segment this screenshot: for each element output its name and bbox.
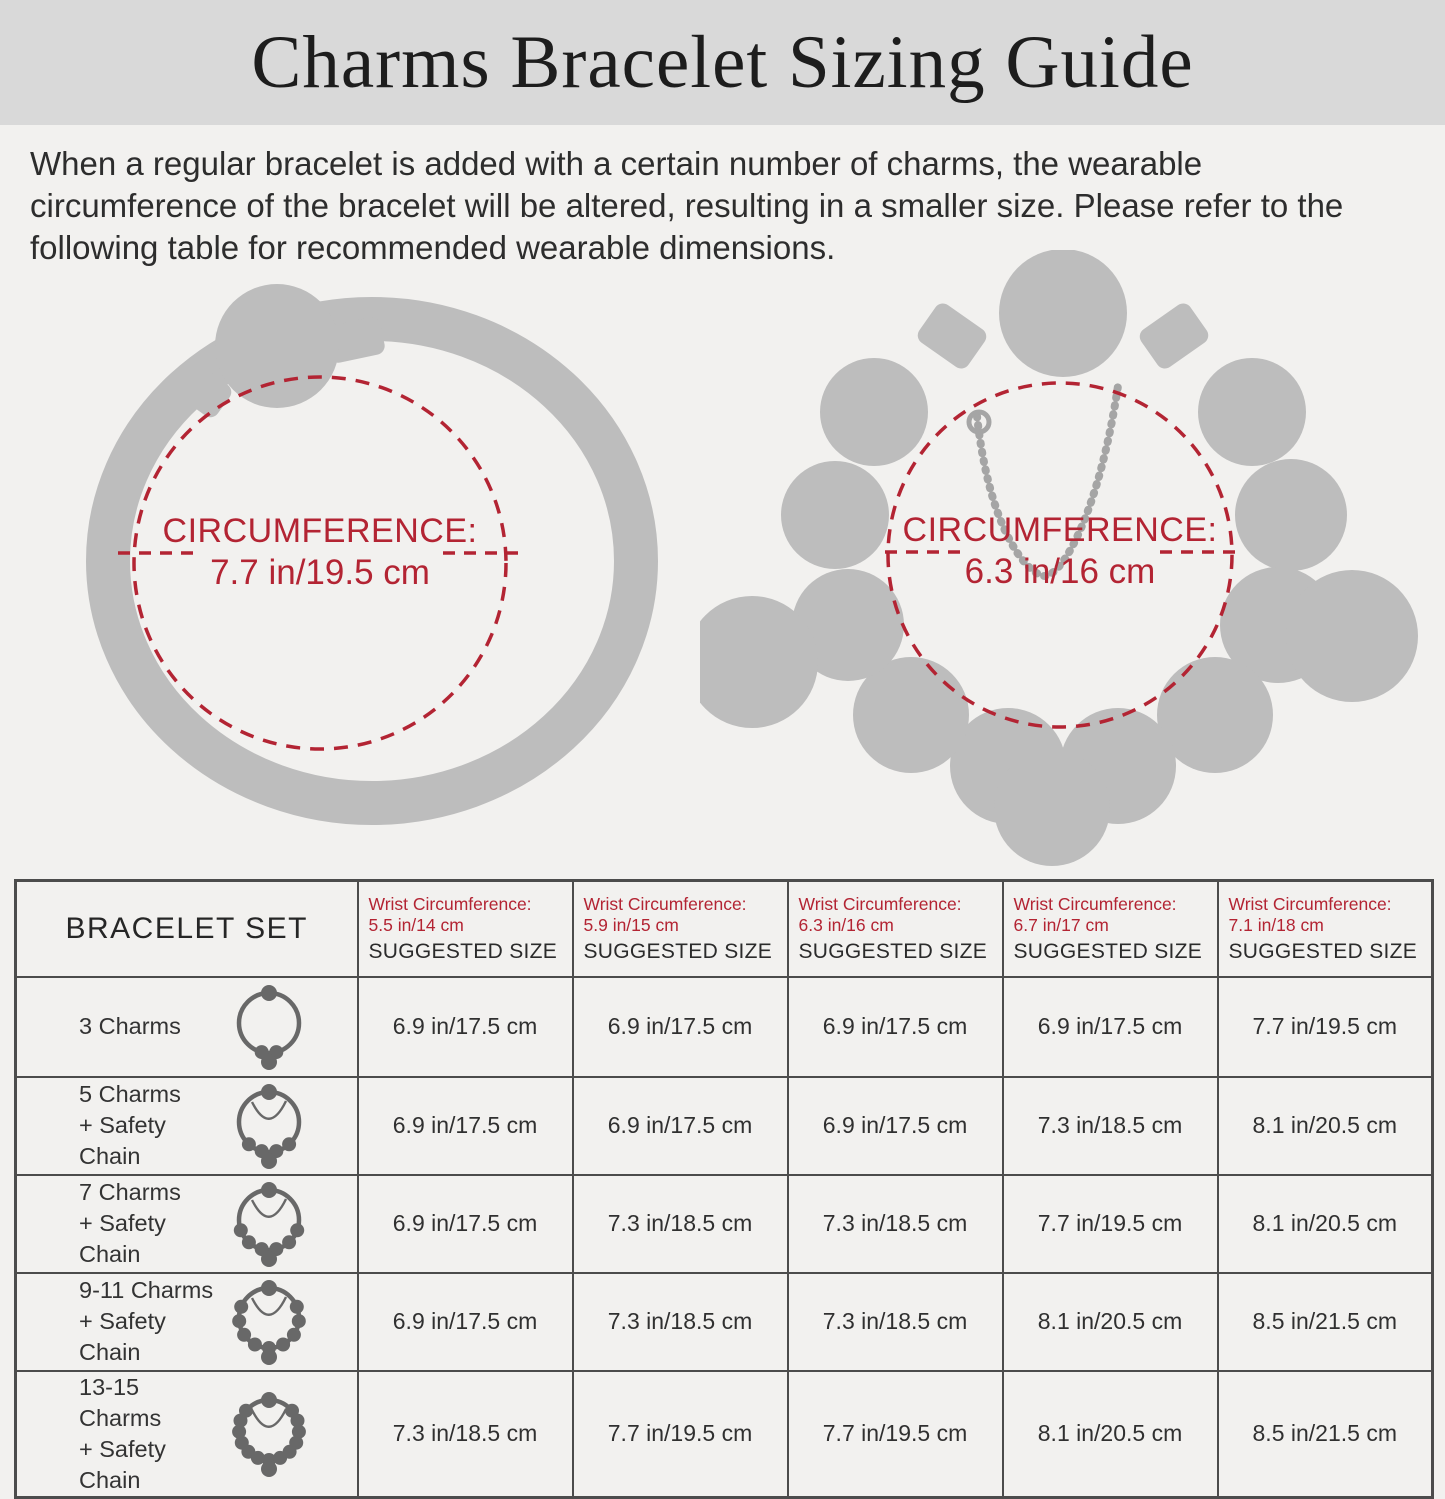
wrist-circumference-label: Wrist Circumference: [1228,893,1392,914]
sizing-table [14,879,1434,1499]
set-label: 13-15 Charms [79,1373,162,1431]
set-label: 3 Charms [79,1013,181,1039]
suggested-size-value: 6.9 in/17.5 cm [358,1273,573,1371]
clasp-bead-icon [215,284,339,408]
table-row [16,1077,1433,1175]
table-row [16,1273,1433,1371]
circumference-value: 6.3 in/16 cm [964,552,1156,591]
suggested-size-value: 7.3 in/18.5 cm [573,1175,788,1273]
table-header-row [16,881,1433,977]
suggested-size-value: 6.9 in/17.5 cm [573,977,788,1077]
suggested-size-value: 6.9 in/17.5 cm [788,1077,1003,1175]
suggested-size-value: 8.5 in/21.5 cm [1218,1273,1433,1371]
wrist-circumference-label: Wrist Circumference: [1013,893,1177,914]
suggested-size-value: 7.7 in/19.5 cm [1003,1175,1218,1273]
row-bracelet-icon [219,1176,319,1272]
intro-line-3: following table for recommended wearable dimensions. [30,229,836,266]
size-column-header [1218,881,1433,977]
suggested-size-value: 7.3 in/18.5 cm [1003,1077,1218,1175]
size-column-header [788,881,1003,977]
bracelet-set-cell [16,1273,358,1371]
bracelet-set-cell [16,1077,358,1175]
wrist-circumference-size: 5.5 in/14 cm [368,914,464,935]
table-row [16,1175,1433,1273]
size-column-header [573,881,788,977]
set-label-line2: + Safety Chain [79,1210,166,1267]
circumference-label: CIRCUMFERENCE: [902,511,1218,549]
suggested-size-value: 7.3 in/18.5 cm [788,1175,1003,1273]
title-banner [0,0,1445,125]
set-label: 9-11 Charms [79,1277,214,1303]
wrist-circumference-label: Wrist Circumference: [583,893,747,914]
suggested-size-value: 8.5 in/21.5 cm [1218,1371,1433,1498]
wrist-circumference-size: 6.3 in/16 cm [798,914,894,935]
row-bracelet-icon [219,1274,319,1370]
intro-line-1: When a regular bracelet is added with a certain number of charms, the wearable [30,145,1203,182]
clasp-bead-icon [999,250,1127,377]
row-bracelet-icon [219,1078,319,1174]
suggested-size-value: 6.9 in/17.5 cm [358,977,573,1077]
table-row [16,1371,1433,1498]
suggested-size-value: 8.1 in/20.5 cm [1218,1077,1433,1175]
suggested-size-value: 8.1 in/20.5 cm [1003,1371,1218,1498]
intro-line-2: circumference of the bracelet will be altered, resulting in a smaller size. Please refer to the [30,187,1344,224]
size-column-header [358,881,573,977]
wrist-circumference-size: 5.9 in/15 cm [583,914,679,935]
suggested-size-value: 8.1 in/20.5 cm [1218,1175,1433,1273]
suggested-size-value: 6.9 in/17.5 cm [358,1175,573,1273]
suggested-size-value: 6.9 in/17.5 cm [1003,977,1218,1077]
suggested-size-label: SUGGESTED SIZE [1013,939,1203,963]
suggested-size-value: 7.7 in/19.5 cm [788,1371,1003,1498]
suggested-size-value: 8.1 in/20.5 cm [1003,1273,1218,1371]
charm-bracelet-figure [700,250,1430,876]
suggested-size-label: SUGGESTED SIZE [368,939,558,963]
bracelet-set-header: BRACELET SET [16,881,358,977]
bracelet-set-cell [16,977,358,1077]
set-label-line2: + Safety Chain [79,1112,166,1169]
set-label-line2: + Safety Chain [79,1435,166,1493]
suggested-size-value: 7.3 in/18.5 cm [788,1273,1003,1371]
suggested-size-value: 7.7 in/19.5 cm [573,1371,788,1498]
suggested-size-label: SUGGESTED SIZE [798,939,988,963]
wrist-circumference-label: Wrist Circumference: [368,893,532,914]
suggested-size-value: 6.9 in/17.5 cm [788,977,1003,1077]
page-title: Charms Bracelet Sizing Guide [251,20,1194,104]
suggested-size-value: 7.3 in/18.5 cm [573,1273,788,1371]
suggested-size-label: SUGGESTED SIZE [1228,939,1418,963]
dangle-charm-right [1286,570,1418,702]
set-label: 5 Charms [79,1081,181,1107]
suggested-size-value: 6.9 in/17.5 cm [573,1077,788,1175]
row-bracelet-icon [219,1386,319,1482]
circumference-label: CIRCUMFERENCE: [162,512,478,550]
wrist-circumference-label: Wrist Circumference: [798,893,962,914]
bracelet-set-cell [16,1175,358,1273]
bracelet-set-cell [16,1371,358,1498]
plain-bracelet-figure [55,283,695,843]
suggested-size-value: 7.3 in/18.5 cm [358,1371,573,1498]
dangle-charm-bottom [994,750,1110,866]
wrist-circumference-size: 6.7 in/17 cm [1013,914,1109,935]
set-label: 7 Charms [79,1179,181,1205]
suggested-size-label: SUGGESTED SIZE [583,939,773,963]
row-bracelet-icon [219,979,319,1075]
circumference-value: 7.7 in/19.5 cm [210,553,430,592]
suggested-size-value: 7.7 in/19.5 cm [1218,977,1433,1077]
set-label-line2: + Safety Chain [79,1308,166,1365]
size-column-header [1003,881,1218,977]
table-row [16,977,1433,1077]
suggested-size-value: 6.9 in/17.5 cm [358,1077,573,1175]
wrist-circumference-size: 7.1 in/18 cm [1228,914,1324,935]
